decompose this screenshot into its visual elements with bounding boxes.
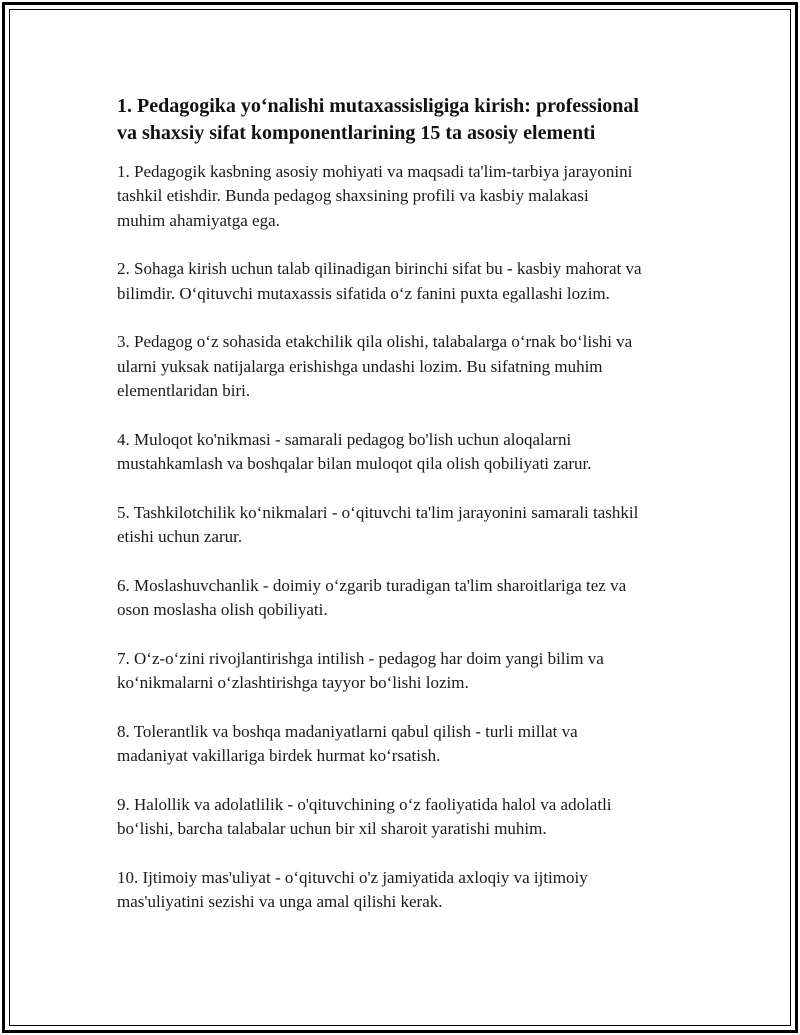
paragraph — [117, 501, 717, 550]
paragraph-line: tashkil etishdir. Bunda pedagog shaxsining profili va kasbiy malakasi — [117, 186, 589, 206]
title-line: va shaxsiy sifat komponentlarining 15 ta asosiy elementi — [117, 122, 596, 144]
paragraph-line: 7. O‘z-o‘zini rivojlantirishga intilish - pedagog har doim yangi bilim va — [117, 648, 604, 668]
paragraph-line: ularni yuksak natijalarga erishishga undashi lozim. Bu sifatning muhim — [117, 356, 603, 376]
paragraph-line: 4. Muloqot ko'nikmasi - samarali pedagog bo'lish uchun aloqalarni — [117, 429, 572, 449]
document-title — [117, 93, 717, 147]
paragraph-line: etishi uchun zarur. — [117, 526, 243, 546]
paragraph — [117, 257, 717, 306]
paragraph-line: oson moslasha olish qobiliyati. — [117, 599, 328, 619]
paragraph-line: ko‘nikmalarni o‘zlashtirishga tayyor bo‘lishi lozim. — [117, 672, 469, 692]
paragraph — [117, 720, 717, 769]
paragraph — [117, 428, 717, 477]
paragraph-line: 3. Pedagog o‘z sohasida etakchilik qila olishi, talabalarga o‘rnak bo‘lishi va — [117, 332, 633, 352]
paragraph-line: 1. Pedagogik kasbning asosiy mohiyati va maqsadi ta'lim-tarbiya jarayonini — [117, 162, 633, 181]
paragraph-line: 8. Tolerantlik va boshqa madaniyatlarni qabul qilish - turli millat va — [117, 721, 578, 741]
title-line: 1. Pedagogika yo‘nalishi mutaxassisligiga kirish: professional — [117, 95, 639, 117]
paragraph-line: bo‘lishi, barcha talabalar uchun bir xil sharoit yaratishi muhim. — [117, 818, 547, 838]
paragraph-line: 6. Moslashuvchanlik - doimiy o‘zgarib turadigan ta'lim sharoitlariga tez va — [117, 575, 627, 595]
paragraph-list — [117, 160, 717, 914]
paragraph-line: mustahkamlash va boshqalar bilan muloqot qila olish qobiliyati zarur. — [117, 453, 592, 473]
paragraph-line: mas'uliyatini sezishi va unga amal qilishi kerak. — [117, 891, 443, 911]
paragraph-line: 10. Ijtimoiy mas'uliyat - o‘qituvchi o'z jamiyatida axloqiy va ijtimoiy — [117, 867, 588, 887]
paragraph — [117, 647, 717, 696]
paragraph-line: elementlaridan biri. — [117, 380, 251, 400]
paragraph — [117, 330, 717, 403]
paragraph — [117, 574, 717, 623]
paragraph-line: madaniyat vakillariga birdek hurmat ko‘rsatish. — [117, 745, 441, 765]
document-body — [117, 93, 717, 939]
paragraph-line: 5. Tashkilotchilik ko‘nikmalari - o‘qituvchi ta'lim jarayonini samarali tashkil — [117, 502, 639, 522]
paragraph — [117, 793, 717, 842]
paragraph — [117, 866, 717, 915]
paragraph — [117, 160, 717, 233]
paragraph-line: 2. Sohaga kirish uchun talab qilinadigan birinchi sifat bu - kasbiy mahorat va — [117, 259, 642, 279]
paragraph-line: bilimdir. O‘qituvchi mutaxassis sifatida o‘z fanini puxta egallashi lozim. — [117, 283, 610, 303]
paragraph-line: muhim ahamiyatga ega. — [117, 210, 280, 230]
paragraph-line: 9. Halollik va adolatlilik - o'qituvchining o‘z faoliyatida halol va adolatli — [117, 794, 612, 814]
